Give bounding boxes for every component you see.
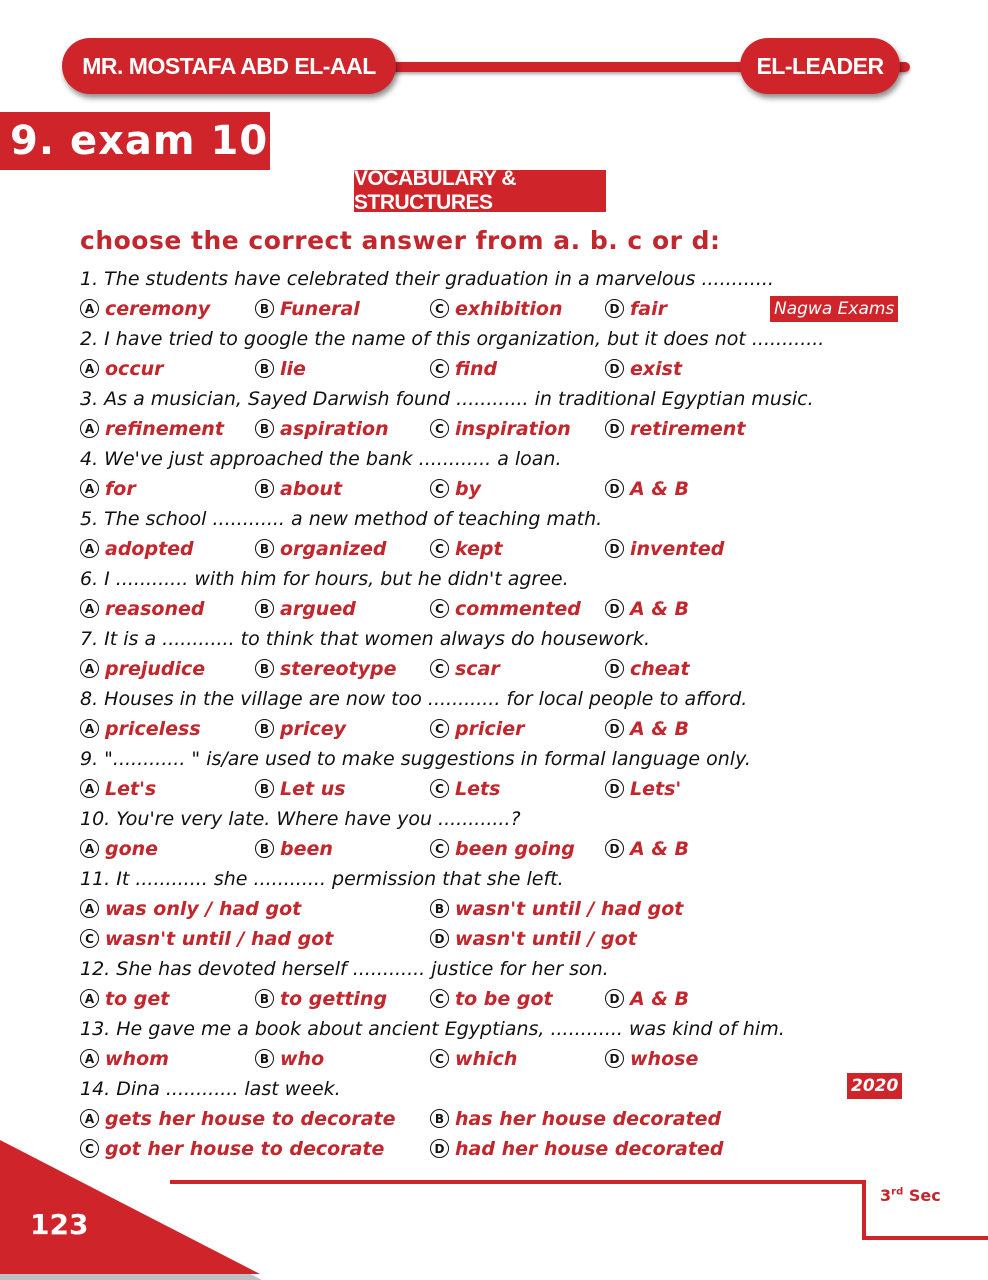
answer-option[interactable] <box>80 984 169 1014</box>
option-text: fair <box>630 298 667 320</box>
answer-option[interactable] <box>80 714 201 744</box>
question-text: 2. I have tried to google the name of this organization, but it does not ............ <box>80 328 825 350</box>
option-text: for <box>105 478 136 500</box>
option-text: was only / had got <box>105 898 302 920</box>
option-text: to getting <box>280 988 388 1010</box>
answer-option[interactable] <box>80 924 333 954</box>
option-letter: D <box>605 659 624 678</box>
answer-option[interactable] <box>605 474 689 504</box>
answer-option[interactable] <box>255 984 387 1014</box>
option-letter: B <box>255 719 274 738</box>
option-letter: D <box>605 539 624 558</box>
option-letter: C <box>430 659 449 678</box>
answer-option[interactable] <box>430 984 553 1014</box>
answer-option[interactable] <box>605 654 690 684</box>
option-letter: C <box>80 929 99 948</box>
option-letter: B <box>255 419 274 438</box>
option-letter: A <box>80 539 99 558</box>
option-text: who <box>280 1048 325 1070</box>
option-letter: D <box>605 779 624 798</box>
option-letter: D <box>605 839 624 858</box>
option-text: ceremony <box>105 298 211 320</box>
corner-triangle <box>0 1140 260 1274</box>
option-letter: D <box>605 719 624 738</box>
answer-option[interactable] <box>80 1104 396 1134</box>
option-text: Let us <box>280 778 346 800</box>
question-text: 14. Dina ............ last week. <box>80 1078 341 1100</box>
answer-option[interactable] <box>255 834 333 864</box>
answer-option[interactable] <box>605 294 667 324</box>
option-text: to be got <box>455 988 553 1010</box>
option-text: stereotype <box>280 658 397 680</box>
option-text: refinement <box>105 418 224 440</box>
answer-option[interactable] <box>80 1044 169 1074</box>
option-text: whom <box>105 1048 169 1070</box>
answer-option[interactable] <box>430 834 575 864</box>
option-text: exist <box>630 358 683 380</box>
option-letter: B <box>430 899 449 918</box>
option-letter: A <box>80 359 99 378</box>
option-text: wasn't until / got <box>455 928 637 950</box>
option-text: Lets' <box>630 778 682 800</box>
answer-option[interactable] <box>430 594 581 624</box>
answer-option[interactable] <box>255 294 360 324</box>
option-text: find <box>455 358 498 380</box>
option-text: gone <box>105 838 159 860</box>
option-letter: A <box>80 419 99 438</box>
answer-option[interactable] <box>605 354 682 384</box>
answer-option[interactable] <box>430 1134 723 1164</box>
answer-option[interactable] <box>430 924 637 954</box>
option-letter: D <box>605 1049 624 1068</box>
nagwa-tag: Nagwa Exams <box>770 296 898 322</box>
answer-option[interactable] <box>430 654 500 684</box>
option-text: wasn't until / had got <box>455 898 684 920</box>
option-letter: C <box>430 779 449 798</box>
question-text: 13. He gave me a book about ancient Egyptians, ............ was kind of him. <box>80 1018 785 1040</box>
answer-option[interactable] <box>255 654 397 684</box>
answer-option[interactable] <box>255 1044 324 1074</box>
answer-option[interactable] <box>80 834 158 864</box>
answer-option[interactable] <box>255 534 386 564</box>
answer-option[interactable] <box>430 774 500 804</box>
option-letter: D <box>430 1139 449 1158</box>
option-text: been going <box>455 838 575 860</box>
option-letter: B <box>255 599 274 618</box>
option-letter: C <box>430 299 449 318</box>
option-letter: B <box>255 989 274 1008</box>
option-text: by <box>455 478 481 500</box>
option-text: A & B <box>630 478 689 500</box>
answer-option[interactable] <box>605 1044 698 1074</box>
question-text: 10. You're very late. Where have you ............? <box>80 808 521 830</box>
option-letter: D <box>605 419 624 438</box>
answer-option[interactable] <box>605 534 724 564</box>
option-letter: C <box>80 1139 99 1158</box>
option-text: priceless <box>105 718 201 740</box>
option-text: A & B <box>630 988 689 1010</box>
answer-option[interactable] <box>80 594 204 624</box>
option-letter: B <box>255 659 274 678</box>
answer-option[interactable] <box>255 354 306 384</box>
answer-option[interactable] <box>605 714 689 744</box>
brand-badge: EL-LEADER <box>740 38 900 94</box>
question-text: 3. As a musician, Sayed Darwish found ............ in traditional Egyptian music. <box>80 388 814 410</box>
option-text: scar <box>455 658 500 680</box>
option-text: prejudice <box>105 658 206 680</box>
question-text: 9. "............ " is/are used to make suggestions in formal language only. <box>80 748 751 770</box>
option-text: Lets <box>455 778 501 800</box>
answer-option[interactable] <box>430 294 562 324</box>
option-text: gets her house to decorate <box>105 1108 396 1130</box>
option-letter: A <box>80 659 99 678</box>
option-text: exhibition <box>455 298 563 320</box>
answer-option[interactable] <box>80 534 194 564</box>
author-badge: MR. MOSTAFA ABD EL-AAL <box>62 38 396 94</box>
option-text: invented <box>630 538 725 560</box>
option-text: wasn't until / had got <box>105 928 334 950</box>
option-letter: B <box>255 539 274 558</box>
option-letter: C <box>430 719 449 738</box>
option-text: A & B <box>630 718 689 740</box>
option-letter: A <box>80 1109 99 1128</box>
option-text: pricey <box>280 718 347 740</box>
option-text: occur <box>105 358 164 380</box>
option-letter: C <box>430 359 449 378</box>
answer-option[interactable] <box>430 1104 721 1134</box>
option-letter: C <box>430 539 449 558</box>
answer-option[interactable] <box>255 594 356 624</box>
option-text: inspiration <box>455 418 571 440</box>
answer-option[interactable] <box>80 774 156 804</box>
option-letter: B <box>255 479 274 498</box>
option-letter: A <box>80 989 99 1008</box>
footer-rule-base <box>862 1236 988 1240</box>
option-text: about <box>280 478 343 500</box>
option-letter: D <box>430 929 449 948</box>
option-letter: C <box>430 1049 449 1068</box>
option-letter: B <box>255 779 274 798</box>
answer-option[interactable] <box>430 474 481 504</box>
option-letter: A <box>80 779 99 798</box>
answer-option[interactable] <box>80 654 205 684</box>
question-text: 6. I ............ with him for hours, but he didn't agree. <box>80 568 569 590</box>
option-letter: D <box>605 599 624 618</box>
option-text: reasoned <box>105 598 205 620</box>
option-letter: C <box>430 599 449 618</box>
answer-option[interactable] <box>605 414 745 444</box>
answer-option[interactable] <box>605 984 689 1014</box>
option-letter: A <box>80 1049 99 1068</box>
answer-option[interactable] <box>430 714 525 744</box>
option-text: argued <box>280 598 356 620</box>
option-text: A & B <box>630 838 689 860</box>
option-text: adopted <box>105 538 194 560</box>
question-text: 7. It is a ............ to think that women always do housework. <box>80 628 651 650</box>
answer-option[interactable] <box>255 474 342 504</box>
option-letter: C <box>430 839 449 858</box>
option-text: A & B <box>630 598 689 620</box>
option-text: pricier <box>455 718 525 740</box>
option-letter: B <box>255 299 274 318</box>
option-text: been <box>280 838 333 860</box>
option-letter: B <box>255 359 274 378</box>
instruction: choose the correct answer from a. b. c or d: <box>80 226 721 255</box>
answer-option[interactable] <box>255 714 346 744</box>
footer-rule-vertical <box>862 1180 866 1240</box>
level-label: 3rd Sec <box>880 1186 941 1205</box>
question-text: 4. We've just approached the bank ............ a loan. <box>80 448 562 470</box>
option-text: Let's <box>105 778 157 800</box>
option-letter: B <box>255 839 274 858</box>
option-letter: A <box>80 899 99 918</box>
answer-option[interactable] <box>80 474 136 504</box>
option-letter: C <box>430 419 449 438</box>
option-text: Funeral <box>280 298 360 320</box>
option-text: to get <box>105 988 170 1010</box>
answer-option[interactable] <box>80 354 163 384</box>
option-text: retirement <box>630 418 746 440</box>
question-text: 5. The school ............ a new method of teaching math. <box>80 508 603 530</box>
exam-title: 9. exam 10 <box>0 112 270 170</box>
option-text: aspiration <box>280 418 389 440</box>
answer-option[interactable] <box>430 534 503 564</box>
option-text: commented <box>455 598 581 620</box>
option-letter: A <box>80 479 99 498</box>
answer-option[interactable] <box>605 774 681 804</box>
section-title: VOCABULARY & STRUCTURES <box>354 170 606 212</box>
answer-option[interactable] <box>255 414 389 444</box>
option-letter: A <box>80 719 99 738</box>
option-letter: D <box>605 479 624 498</box>
option-letter: C <box>430 989 449 1008</box>
option-letter: B <box>430 1109 449 1128</box>
option-text: cheat <box>630 658 690 680</box>
option-text: has her house decorated <box>455 1108 722 1130</box>
question-text: 12. She has devoted herself ............ justice for her son. <box>80 958 609 980</box>
option-text: kept <box>455 538 503 560</box>
option-text: whose <box>630 1048 699 1070</box>
option-text: which <box>455 1048 518 1070</box>
question-text: 8. Houses in the village are now too ............ for local people to afford. <box>80 688 748 710</box>
answer-option[interactable] <box>605 834 689 864</box>
option-letter: A <box>80 599 99 618</box>
answer-option[interactable] <box>255 774 346 804</box>
option-letter: B <box>255 1049 274 1068</box>
option-text: got her house to decorate <box>105 1138 385 1160</box>
option-letter: C <box>430 479 449 498</box>
option-letter: A <box>80 839 99 858</box>
answer-option[interactable] <box>430 414 571 444</box>
answer-option[interactable] <box>80 414 224 444</box>
page-number: 123 <box>30 1208 89 1241</box>
option-letter: D <box>605 989 624 1008</box>
option-text: had her house decorated <box>455 1138 724 1160</box>
answer-option[interactable] <box>605 594 689 624</box>
option-text: lie <box>280 358 306 380</box>
year-tag: 2020 <box>847 1073 902 1099</box>
answer-option[interactable] <box>80 894 301 924</box>
option-letter: A <box>80 299 99 318</box>
option-letter: D <box>605 299 624 318</box>
option-letter: D <box>605 359 624 378</box>
answer-option[interactable] <box>80 294 210 324</box>
question-text: 11. It ............ she ............ permission that she left. <box>80 868 564 890</box>
answer-option[interactable] <box>430 894 683 924</box>
option-text: organized <box>280 538 387 560</box>
answer-option[interactable] <box>430 354 497 384</box>
footer-rule <box>170 1180 866 1184</box>
question-text: 1. The students have celebrated their graduation in a marvelous ............ <box>80 268 774 290</box>
answer-option[interactable] <box>430 1044 517 1074</box>
